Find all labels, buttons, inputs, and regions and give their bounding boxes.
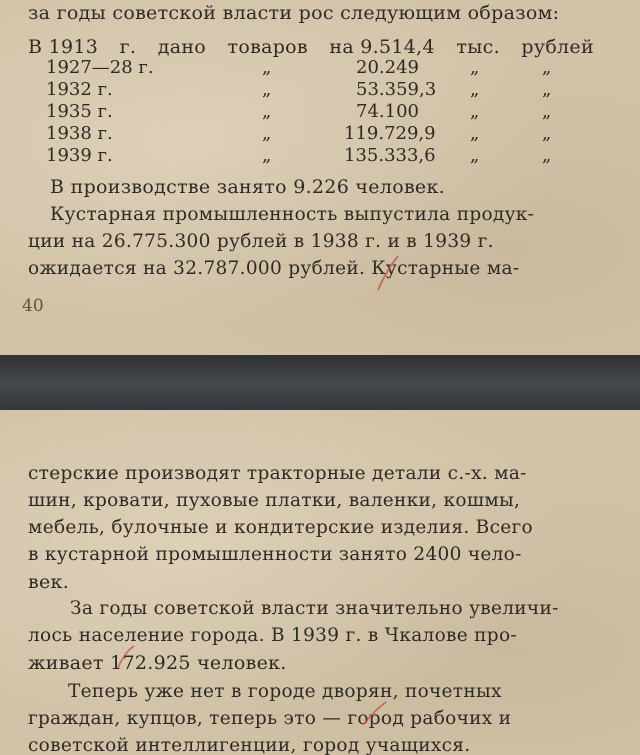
ditto-mark: „	[470, 123, 480, 144]
ditto-mark: „	[470, 145, 480, 166]
top-page	[0, 0, 640, 355]
table-cell: г.	[119, 36, 137, 58]
ditto-mark: „	[262, 145, 272, 166]
ditto-mark: „	[542, 101, 552, 122]
ditto-mark: „	[542, 57, 552, 78]
paragraph-line: В производстве занято 9.226 человек.	[50, 176, 445, 198]
table-cell: рублей	[521, 36, 594, 58]
row-year: 1938 г.	[46, 123, 113, 144]
table-cell: дано	[157, 36, 207, 58]
ditto-mark: „	[262, 123, 272, 144]
row-year: 1939 г.	[46, 145, 113, 166]
intro-text: за годы советской власти рос следующим образом:	[28, 2, 560, 24]
table-first-row	[28, 36, 594, 58]
ditto-mark: „	[262, 57, 272, 78]
row-value: 53.359,3	[356, 79, 437, 100]
ditto-mark: „	[542, 123, 552, 144]
paragraph-line: мебель, булочные и кондитерские изделия. Всего	[28, 517, 533, 538]
row-year: 1935 г.	[46, 101, 113, 122]
pencil-mark	[114, 642, 140, 672]
table-cell: на 9.514,4	[329, 36, 435, 58]
ditto-mark: „	[470, 57, 480, 78]
paragraph-line: советской интеллигенции, город учащихся.	[28, 735, 471, 755]
bottom-page	[0, 410, 640, 755]
page-number: 40	[22, 296, 44, 316]
paragraph-line: За годы советской власти значительно увеличи-	[70, 598, 559, 619]
row-value: 135.333,6	[344, 145, 436, 166]
row-year: 1932 г.	[46, 79, 113, 100]
paragraph-line: граждан, купцов, теперь это — город рабочих и	[28, 708, 512, 729]
paragraph-line: ожидается на 32.787.000 рублей. Кустарные ма-	[28, 258, 520, 279]
ditto-mark: „	[470, 79, 480, 100]
table-cell: В 1913	[28, 36, 99, 58]
paragraph-line: Кустарная промышленность выпустила продук-	[50, 204, 535, 225]
table-cell: товаров	[227, 36, 308, 58]
paragraph-line: ции на 26.775.300 рублей в 1938 г. и в 1939 г.	[28, 231, 494, 252]
paragraph-line: в кустарной промышленности занято 2400 чело-	[28, 544, 522, 565]
paragraph-line: стерские производят тракторные детали с.-х. ма-	[28, 463, 527, 484]
ditto-mark: „	[542, 145, 552, 166]
row-year: 1927—28 г.	[46, 57, 154, 78]
pencil-mark	[360, 698, 390, 728]
ditto-mark: „	[542, 79, 552, 100]
table-cell: тыс.	[456, 36, 500, 58]
intro-line	[28, 2, 594, 24]
row-value: 20.249	[356, 57, 419, 78]
ditto-mark: „	[262, 101, 272, 122]
ditto-mark: „	[470, 101, 480, 122]
paragraph-line: живает 172.925 человек.	[28, 652, 287, 674]
page-divider	[0, 355, 640, 410]
paragraph-line: век.	[28, 571, 70, 593]
row-value: 119.729,9	[344, 123, 436, 144]
row-value: 74.100	[356, 101, 419, 122]
paragraph-line: Теперь уже нет в городе дворян, почетных	[68, 681, 502, 702]
ditto-mark: „	[262, 79, 272, 100]
paragraph-line: шин, кровати, пуховые платки, валенки, кошмы,	[28, 490, 521, 511]
pencil-mark	[372, 254, 402, 294]
paragraph-line: лось население города. В 1939 г. в Чкалове про-	[28, 625, 517, 646]
